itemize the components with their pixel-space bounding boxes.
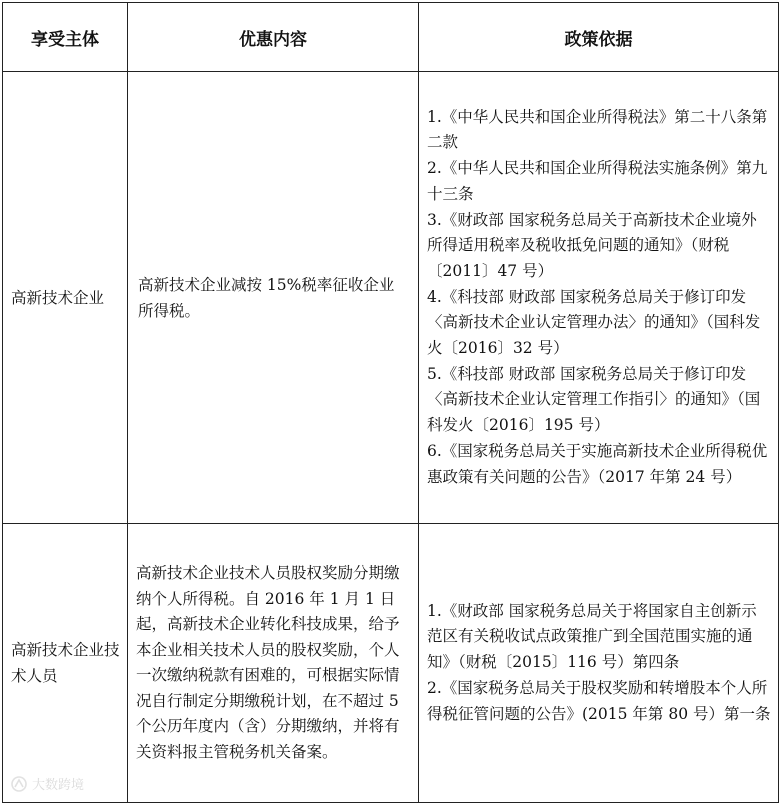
table-row: [3, 524, 779, 803]
basis-item: 6.《国家税务总局关于实施高新技术企业所得税优惠政策有关问题的公告》（2017 年第 24 号）: [427, 441, 768, 486]
basis-item: 2.《中华人民共和国企业所得税法实施条例》第九十三条: [427, 159, 768, 203]
basis-item: 3.《财政部 国家税务总局关于高新技术企业境外所得适用税率及税收抵免问题的通知》（财税〔2011〕47 号）: [427, 210, 757, 280]
logo-icon: [10, 775, 28, 793]
basis-cell: [419, 72, 779, 524]
benefit-cell: 高新技术企业减按 15%税率征收企业所得税。: [128, 72, 419, 524]
benefit-cell: 高新技术企业技术人员股权奖励分期缴纳个人所得税。自 2016 年 1 月 1 日起，高新技术企业转化科技成果，给予本企业相关技术人员的股权奖励，个人一次缴纳税款有困难的，可根据实际情况自行制定分期缴税计划，在不超过 5 个公历年度内（含）分期缴纳，并将有关资料报主管税务机关备案。: [128, 524, 419, 803]
basis-item: 1.《中华人民共和国企业所得税法》第二十八条第二款: [427, 107, 768, 152]
basis-cell: [419, 524, 779, 803]
table-row: [3, 72, 779, 524]
watermark-text: 大数跨境: [32, 778, 85, 793]
subject-cell: 高新技术企业技术人员: [3, 524, 128, 803]
header-basis: 政策依据: [419, 3, 779, 72]
basis-item: 1.《财政部 国家税务总局关于将国家自主创新示范区有关税收试点政策推广到全国范围实施的通知》（财税〔2015〕116 号）第四条: [427, 601, 757, 672]
basis-list: [427, 105, 772, 491]
policy-table: [2, 2, 779, 803]
basis-item: 4.《科技部 财政部 国家税务总局关于修订印发〈高新技术企业认定管理办法〉的通知》（国科发火〔2016〕32 号）: [427, 287, 761, 358]
basis-item: 2.《国家税务总局关于股权奖励和转增股本个人所得税征管问题的公告》(2015 年第 80 号）第一条: [427, 678, 771, 723]
watermark: [10, 774, 84, 793]
subject-cell: 高新技术企业: [3, 72, 128, 524]
basis-item: 5.《科技部 财政部 国家税务总局关于修订印发〈高新技术企业认定管理工作指引〉的通知》（国科发火〔2016〕195 号）: [427, 364, 761, 435]
header-benefit: 优惠内容: [128, 3, 419, 72]
basis-list: [427, 599, 772, 728]
header-row: [3, 3, 779, 72]
header-subject: 享受主体: [3, 3, 128, 72]
